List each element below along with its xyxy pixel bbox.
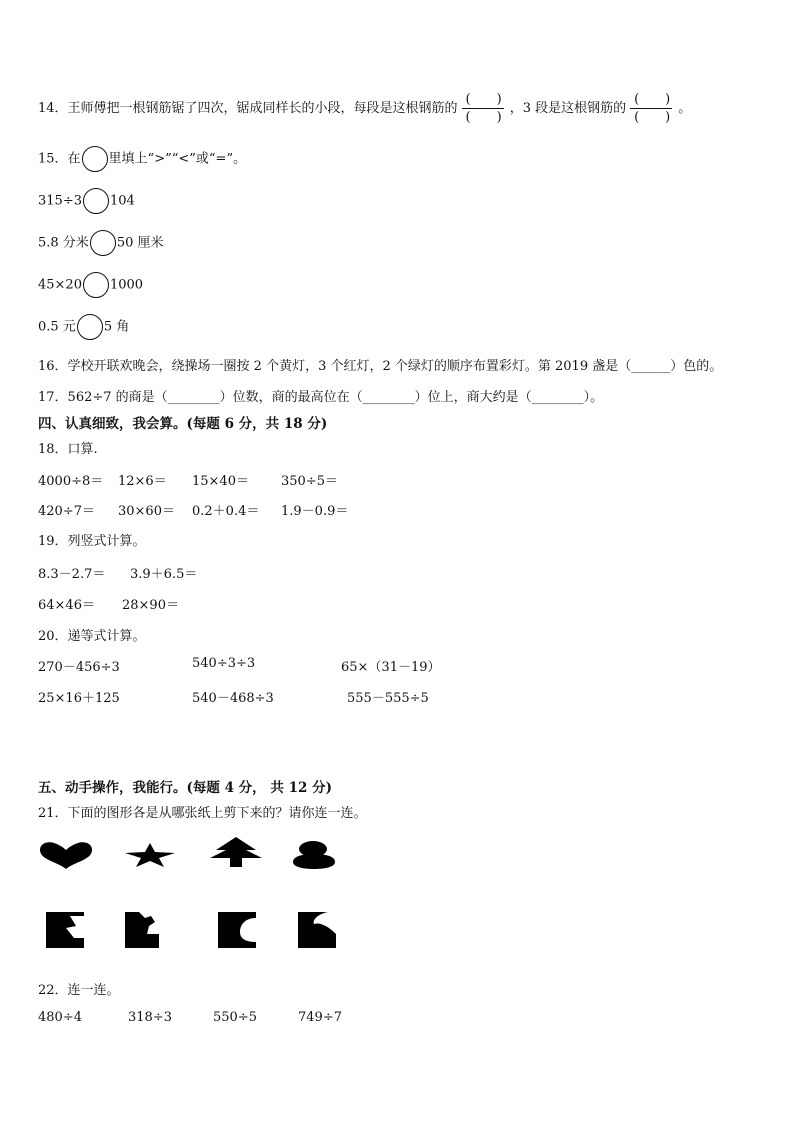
q22-item-4[interactable]: 749÷7 — [298, 1010, 342, 1025]
q18-item-2: 12×6＝ — [118, 474, 167, 489]
tree-shape[interactable] — [208, 836, 264, 868]
question-16: 16．学校开联欢晚会，绕操场一圈按 2 个黄灯，3 个红灯，2 个绿灯的顺序布置彩灯。第 2019 盏是（______）色的。 — [38, 359, 723, 374]
q20-item-5: 540－468÷3 — [192, 691, 274, 706]
q18-item-1: 4000÷8＝ — [38, 474, 104, 489]
q15-prefix: 15．在 — [38, 151, 81, 167]
q19-item-3: 64×46＝ — [38, 598, 95, 613]
q15-suffix: 里填上“>”“<”或“=”。 — [108, 151, 247, 167]
q15-circle-sample — [82, 146, 108, 172]
question-17: 17．562÷7 的商是（________）位数，商的最高位在（________）位上，商大约是（________）。 — [38, 390, 604, 405]
section-4-heading: 四、认真细致，我会算。(每题 6 分，共 18 分) — [38, 416, 328, 432]
round-cut-square[interactable] — [218, 912, 256, 948]
section-5-heading: 五、动手操作，我能行。(每题 4 分， 共 12 分) — [38, 780, 332, 796]
q15-row-4-answer-circle[interactable] — [77, 314, 103, 340]
q15-row-3-left: 45×20 — [38, 277, 82, 293]
q15-row-3-answer-circle[interactable] — [83, 272, 109, 298]
q22-item-2[interactable]: 318÷3 — [128, 1010, 172, 1025]
q15-row-1 — [38, 188, 135, 214]
mushroom-shape[interactable] — [291, 840, 337, 870]
q14-fraction-1 — [462, 92, 506, 125]
q19-item-2: 3.9＋6.5＝ — [130, 567, 198, 582]
q15-row-4-right: 5 角 — [103, 319, 130, 335]
q15-row-4 — [38, 314, 129, 340]
q14-fraction-1-denominator[interactable]: ( ) — [465, 110, 502, 125]
step-cut-square[interactable] — [125, 912, 163, 948]
question-14 — [38, 92, 691, 125]
curve-cut-square[interactable] — [298, 912, 336, 948]
question-19-title: 19．列竖式计算。 — [38, 534, 146, 549]
star-shape[interactable] — [124, 842, 176, 868]
question-22-title: 22．连一连。 — [38, 983, 120, 998]
q18-item-7: 0.2＋0.4＝ — [192, 504, 260, 519]
q15-row-1-answer-circle[interactable] — [83, 188, 109, 214]
q22-item-3[interactable]: 550÷5 — [213, 1010, 257, 1025]
q14-text-b: ，3 段是这根钢筋的 — [509, 101, 627, 116]
q18-item-8: 1.9－0.9＝ — [281, 504, 349, 519]
question-15-title — [38, 146, 246, 172]
q14-fraction-2 — [630, 92, 674, 125]
q20-item-1: 270－456÷3 — [38, 660, 120, 675]
q22-item-1[interactable]: 480÷4 — [38, 1010, 82, 1025]
q15-row-2-right: 50 厘米 — [116, 235, 164, 251]
question-21-title: 21．下面的图形各是从哪张纸上剪下来的？请你连一连。 — [38, 806, 367, 821]
q20-item-3: 65×（31－19） — [341, 660, 441, 675]
q19-item-4: 28×90＝ — [122, 598, 179, 613]
q14-fraction-2-denominator[interactable]: ( ) — [634, 110, 671, 125]
q18-item-6: 30×60＝ — [118, 504, 175, 519]
q20-item-4: 25×16＋125 — [38, 691, 120, 706]
q15-row-1-right: 104 — [109, 193, 135, 209]
q18-item-3: 15×40＝ — [192, 474, 249, 489]
q15-row-2 — [38, 230, 164, 256]
q14-fraction-1-numerator[interactable]: ( ) — [465, 92, 502, 107]
q15-row-3-right: 1000 — [109, 277, 144, 293]
question-18-title: 18．口算. — [38, 442, 98, 457]
q19-item-1: 8.3－2.7＝ — [38, 567, 106, 582]
q15-row-2-answer-circle[interactable] — [90, 230, 116, 256]
q14-fraction-2-numerator[interactable]: ( ) — [634, 92, 671, 107]
q14-text-a: 14．王师傅把一根钢筋锯了四次，锯成同样长的小段，每段是这根钢筋的 — [38, 101, 458, 116]
q18-item-5: 420÷7＝ — [38, 504, 95, 519]
q18-item-4: 350÷5＝ — [281, 474, 338, 489]
question-20-title: 20．递等式计算。 — [38, 629, 146, 644]
q20-item-6: 555－555÷5 — [347, 691, 429, 706]
zigzag-cut-square[interactable] — [46, 912, 84, 948]
heart-shape[interactable] — [38, 840, 94, 870]
q15-row-4-left: 0.5 元 — [38, 319, 76, 335]
q20-item-2: 540÷3÷3 — [192, 656, 256, 671]
q15-row-2-left: 5.8 分米 — [38, 235, 89, 251]
q15-row-1-left: 315÷3 — [38, 193, 82, 209]
q15-row-3 — [38, 272, 143, 298]
q14-text-c: 。 — [678, 101, 692, 116]
